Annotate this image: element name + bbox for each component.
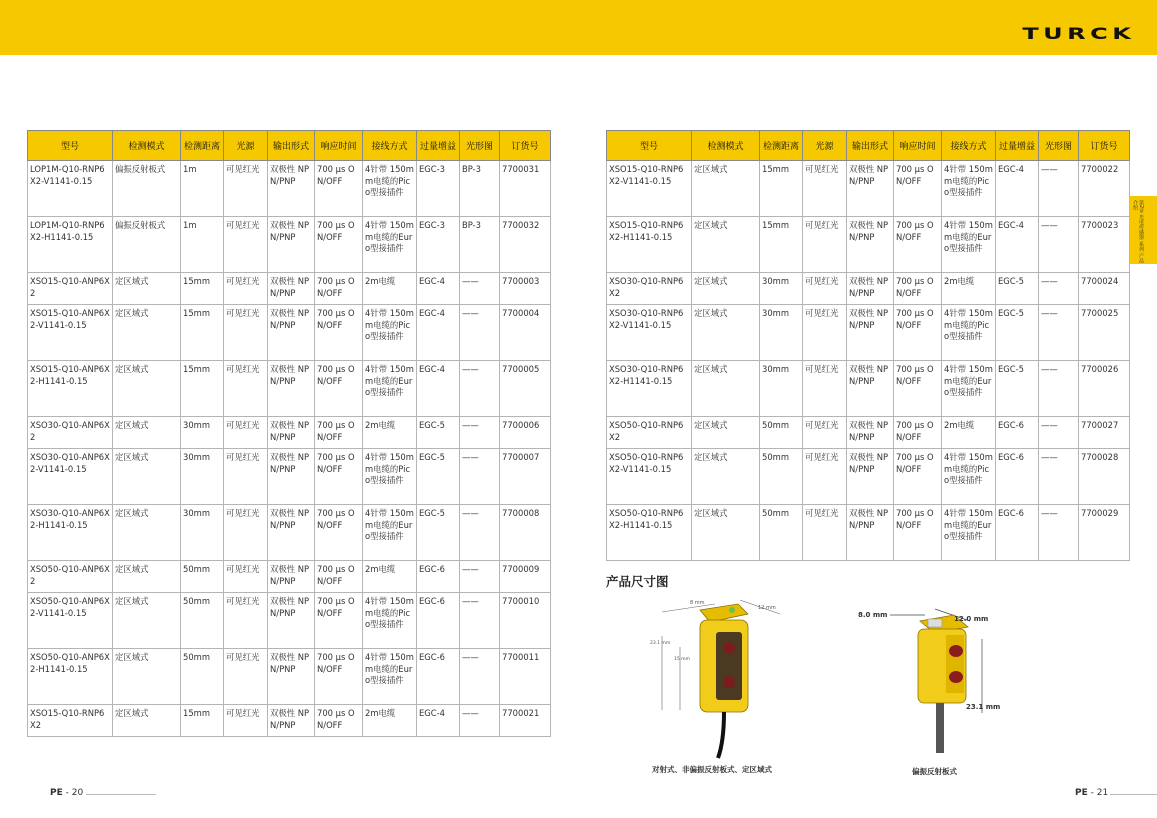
column-header: 光形图	[460, 131, 500, 161]
column-header: 型号	[607, 131, 692, 161]
order-number-cell: 7700025	[1079, 305, 1130, 361]
response-time-cell: 700 μs ON/OFF	[315, 273, 363, 305]
beam-pattern-cell: ——	[1039, 161, 1079, 217]
beam-pattern-cell: ——	[460, 561, 500, 593]
model-cell: XSO50-Q10-RNP6X2-H1141-0.15	[607, 505, 692, 561]
distance-cell: 1m	[181, 217, 224, 273]
beam-pattern-cell: ——	[460, 273, 500, 305]
model-cell: XSO15-Q10-ANP6X2-V1141-0.15	[28, 305, 113, 361]
beam-pattern-cell: ——	[1039, 217, 1079, 273]
response-time-cell: 700 μs ON/OFF	[315, 305, 363, 361]
beam-pattern-cell: ——	[460, 361, 500, 417]
column-header: 订货号	[500, 131, 551, 161]
distance-cell: 15mm	[760, 161, 803, 217]
wiring-cell: 4针带 150mm电缆的Euro型接插件	[942, 217, 996, 273]
response-time-cell: 700 μs ON/OFF	[894, 161, 942, 217]
output-cell: 双极性 NPN/PNP	[268, 649, 315, 705]
table-row	[28, 561, 551, 593]
model-cell: XSO15-Q10-ANP6X2	[28, 273, 113, 305]
distance-cell: 15mm	[181, 305, 224, 361]
page-num: 20	[71, 788, 84, 798]
response-time-cell: 700 μs ON/OFF	[315, 505, 363, 561]
model-cell: XSO50-Q10-ANP6X2-V1141-0.15	[28, 593, 113, 649]
mode-cell: 定区域式	[113, 273, 181, 305]
output-cell: 双极性 NPN/PNP	[847, 361, 894, 417]
beam-pattern-cell: BP-3	[460, 217, 500, 273]
mode-cell: 定区域式	[113, 593, 181, 649]
light-source-cell: 可见红光	[224, 273, 268, 305]
distance-cell: 30mm	[760, 361, 803, 417]
response-time-cell: 700 μs ON/OFF	[894, 361, 942, 417]
table-row	[607, 217, 1130, 273]
excess-gain-cell: EGC-5	[417, 505, 460, 561]
response-time-cell: 700 μs ON/OFF	[894, 305, 942, 361]
mode-cell: 定区域式	[692, 217, 760, 273]
excess-gain-cell: EGC-6	[417, 561, 460, 593]
order-number-cell: 7700031	[500, 161, 551, 217]
column-header: 订货号	[1079, 131, 1130, 161]
model-cell: XSO30-Q10-ANP6X2	[28, 417, 113, 449]
response-time-cell: 700 μs ON/OFF	[315, 161, 363, 217]
response-time-cell: 700 μs ON/OFF	[315, 449, 363, 505]
order-number-cell: 7700003	[500, 273, 551, 305]
response-time-cell: 700 μs ON/OFF	[894, 449, 942, 505]
page-prefix: PE	[50, 788, 63, 798]
distance-cell: 50mm	[181, 561, 224, 593]
distance-cell: 1m	[181, 161, 224, 217]
mode-cell: 定区域式	[692, 305, 760, 361]
order-number-cell: 7700010	[500, 593, 551, 649]
wiring-cell: 4针带 150mm电缆的Euro型接插件	[363, 505, 417, 561]
excess-gain-cell: EGC-5	[996, 273, 1039, 305]
beam-pattern-cell: ——	[460, 505, 500, 561]
output-cell: 双极性 NPN/PNP	[268, 273, 315, 305]
distance-cell: 50mm	[760, 417, 803, 449]
table-row	[28, 361, 551, 417]
wiring-cell: 4针带 150mm电缆的Pico型接插件	[363, 161, 417, 217]
output-cell: 双极性 NPN/PNP	[268, 705, 315, 737]
distance-cell: 30mm	[181, 449, 224, 505]
column-header: 检测距离	[181, 131, 224, 161]
response-time-cell: 700 μs ON/OFF	[894, 273, 942, 305]
order-number-cell: 7700029	[1079, 505, 1130, 561]
light-source-cell: 可见红光	[803, 273, 847, 305]
excess-gain-cell: EGC-4	[417, 361, 460, 417]
output-cell: 双极性 NPN/PNP	[268, 449, 315, 505]
distance-cell: 30mm	[760, 305, 803, 361]
excess-gain-cell: EGC-5	[996, 361, 1039, 417]
light-source-cell: 可见红光	[803, 505, 847, 561]
beam-pattern-cell: ——	[460, 593, 500, 649]
excess-gain-cell: EGC-5	[417, 449, 460, 505]
output-cell: 双极性 NPN/PNP	[268, 561, 315, 593]
column-header: 型号	[28, 131, 113, 161]
excess-gain-cell: EGC-6	[996, 505, 1039, 561]
excess-gain-cell: EGC-6	[996, 417, 1039, 449]
table-row	[28, 505, 551, 561]
wiring-cell: 4针带 150mm电缆的Pico型接插件	[942, 161, 996, 217]
output-cell: 双极性 NPN/PNP	[847, 161, 894, 217]
order-number-cell: 7700032	[500, 217, 551, 273]
beam-pattern-cell: ——	[460, 417, 500, 449]
mode-cell: 定区域式	[692, 417, 760, 449]
table-header-row	[28, 131, 551, 161]
output-cell: 双极性 NPN/PNP	[847, 305, 894, 361]
model-cell: XSO50-Q10-ANP6X2-H1141-0.15	[28, 649, 113, 705]
column-header: 过量增益	[996, 131, 1039, 161]
mode-cell: 偏振反射板式	[113, 161, 181, 217]
table-row	[28, 593, 551, 649]
wiring-cell: 4针带 150mm电缆的Pico型接插件	[363, 593, 417, 649]
table-row	[28, 649, 551, 705]
mode-cell: 定区域式	[692, 161, 760, 217]
distance-cell: 50mm	[760, 449, 803, 505]
dims-caption-right: 偏振反射板式	[912, 767, 957, 776]
light-source-cell: 可见红光	[803, 161, 847, 217]
order-number-cell: 7700022	[1079, 161, 1130, 217]
beam-pattern-cell: ——	[1039, 361, 1079, 417]
table-row	[28, 705, 551, 737]
table-row	[607, 273, 1130, 305]
model-cell: XSO30-Q10-ANP6X2-V1141-0.15	[28, 449, 113, 505]
column-header: 光形图	[1039, 131, 1079, 161]
light-source-cell: 可见红光	[224, 561, 268, 593]
excess-gain-cell: EGC-4	[417, 705, 460, 737]
output-cell: 双极性 NPN/PNP	[847, 449, 894, 505]
header-bar	[0, 0, 1157, 55]
light-source-cell: 可见红光	[803, 217, 847, 273]
table-row	[28, 417, 551, 449]
page-num: 21	[1096, 788, 1109, 798]
light-source-cell: 可见红光	[803, 361, 847, 417]
wiring-cell: 4针带 150mm电缆的Pico型接插件	[363, 449, 417, 505]
order-number-cell: 7700024	[1079, 273, 1130, 305]
distance-cell: 30mm	[760, 273, 803, 305]
order-number-cell: 7700008	[500, 505, 551, 561]
model-cell: XSO30-Q10-RNP6X2-V1141-0.15	[607, 305, 692, 361]
mode-cell: 定区域式	[113, 705, 181, 737]
excess-gain-cell: EGC-3	[417, 217, 460, 273]
mode-cell: 定区域式	[692, 273, 760, 305]
distance-cell: 50mm	[181, 649, 224, 705]
mode-cell: 定区域式	[113, 361, 181, 417]
order-number-cell: 7700007	[500, 449, 551, 505]
light-source-cell: 可见红光	[224, 305, 268, 361]
order-number-cell: 7700026	[1079, 361, 1130, 417]
column-header: 光源	[224, 131, 268, 161]
distance-cell: 50mm	[181, 593, 224, 649]
excess-gain-cell: EGC-4	[996, 161, 1039, 217]
mode-cell: 定区域式	[113, 505, 181, 561]
model-cell: XSO15-Q10-RNP6X2-V1141-0.15	[607, 161, 692, 217]
model-cell: XSO50-Q10-ANP6X2	[28, 561, 113, 593]
page-prefix: PE	[1075, 788, 1088, 798]
mode-cell: 定区域式	[692, 449, 760, 505]
light-source-cell: 可见红光	[803, 449, 847, 505]
wiring-cell: 4针带 150mm电缆的Pico型接插件	[942, 305, 996, 361]
column-header: 输出形式	[847, 131, 894, 161]
excess-gain-cell: EGC-6	[996, 449, 1039, 505]
table-row	[28, 217, 551, 273]
model-cell: XSO15-Q10-RNP6X2	[28, 705, 113, 737]
brand-logo: TURCK	[1021, 24, 1135, 43]
dim-label-left-2: 23.1 mm	[650, 641, 671, 646]
output-cell: 双极性 NPN/PNP	[268, 305, 315, 361]
output-cell: 双极性 NPN/PNP	[847, 217, 894, 273]
light-source-cell: 可见红光	[224, 505, 268, 561]
response-time-cell: 700 μs ON/OFF	[315, 561, 363, 593]
model-cell: XSO50-Q10-RNP6X2	[607, 417, 692, 449]
dim-label-left-3: 15 mm	[674, 657, 690, 662]
distance-cell: 15mm	[181, 273, 224, 305]
mode-cell: 定区域式	[113, 417, 181, 449]
light-source-cell: 可见红光	[224, 449, 268, 505]
excess-gain-cell: EGC-6	[417, 649, 460, 705]
column-header: 接线方式	[363, 131, 417, 161]
output-cell: 双极性 NPN/PNP	[847, 417, 894, 449]
column-header: 响应时间	[315, 131, 363, 161]
beam-pattern-cell: ——	[1039, 305, 1079, 361]
excess-gain-cell: EGC-4	[996, 217, 1039, 273]
sensor-drawing-right	[850, 585, 1000, 755]
response-time-cell: 700 μs ON/OFF	[894, 417, 942, 449]
response-time-cell: 700 μs ON/OFF	[315, 417, 363, 449]
light-source-cell: 可见红光	[803, 417, 847, 449]
column-header: 光源	[803, 131, 847, 161]
response-time-cell: 700 μs ON/OFF	[315, 361, 363, 417]
model-cell: LOP1M-Q10-RNP6X2-H1141-0.15	[28, 217, 113, 273]
page-number-right: PE - 21	[1075, 788, 1109, 798]
output-cell: 双极性 NPN/PNP	[268, 505, 315, 561]
output-cell: 双极性 NPN/PNP	[268, 161, 315, 217]
model-cell: XSO30-Q10-RNP6X2-H1141-0.15	[607, 361, 692, 417]
wiring-cell: 2m电缆	[363, 273, 417, 305]
response-time-cell: 700 μs ON/OFF	[315, 593, 363, 649]
wiring-cell: 2m电缆	[363, 705, 417, 737]
table-row	[607, 417, 1130, 449]
excess-gain-cell: EGC-6	[417, 593, 460, 649]
beam-pattern-cell: ——	[1039, 417, 1079, 449]
wiring-cell: 4针带 150mm电缆的Euro型接插件	[363, 217, 417, 273]
table-row	[607, 305, 1130, 361]
sensor-drawing-left	[640, 592, 800, 760]
model-cell: XSO50-Q10-RNP6X2-V1141-0.15	[607, 449, 692, 505]
beam-pattern-cell: ——	[1039, 449, 1079, 505]
model-cell: XSO15-Q10-RNP6X2-H1141-0.15	[607, 217, 692, 273]
mode-cell: 偏振反射板式	[113, 217, 181, 273]
dim-label-right-0: 8.0 mm	[858, 611, 888, 619]
table-row	[607, 449, 1130, 505]
table-row	[28, 161, 551, 217]
output-cell: 双极性 NPN/PNP	[847, 273, 894, 305]
light-source-cell: 可见红光	[224, 705, 268, 737]
distance-cell: 30mm	[181, 505, 224, 561]
beam-pattern-cell: ——	[460, 705, 500, 737]
table-row	[28, 273, 551, 305]
mode-cell: 定区域式	[113, 449, 181, 505]
order-number-cell: 7700028	[1079, 449, 1130, 505]
beam-pattern-cell: ——	[460, 449, 500, 505]
footer-rule-left	[86, 794, 156, 795]
beam-pattern-cell: ——	[460, 305, 500, 361]
table-header-row	[607, 131, 1130, 161]
wiring-cell: 4针带 150mm电缆的Pico型接插件	[363, 305, 417, 361]
spec-table-right	[606, 130, 1130, 561]
beam-pattern-cell: BP-3	[460, 161, 500, 217]
output-cell: 双极性 NPN/PNP	[268, 217, 315, 273]
light-source-cell: 可见红光	[224, 593, 268, 649]
excess-gain-cell: EGC-5	[417, 417, 460, 449]
chapter-side-tab	[1130, 196, 1157, 264]
spec-table-left	[27, 130, 551, 737]
dims-caption-left: 对射式、非偏振反射板式、定区域式	[652, 765, 772, 774]
distance-cell: 15mm	[760, 217, 803, 273]
column-header: 响应时间	[894, 131, 942, 161]
wiring-cell: 4针带 150mm电缆的Euro型接插件	[942, 361, 996, 417]
table-row	[28, 305, 551, 361]
response-time-cell: 700 μs ON/OFF	[315, 217, 363, 273]
wiring-cell: 2m电缆	[363, 561, 417, 593]
response-time-cell: 700 μs ON/OFF	[315, 649, 363, 705]
response-time-cell: 700 μs ON/OFF	[315, 705, 363, 737]
distance-cell: 15mm	[181, 705, 224, 737]
light-source-cell: 可见红光	[803, 305, 847, 361]
dimensions-title: 产品尺寸图	[606, 574, 669, 589]
light-source-cell: 可见红光	[224, 161, 268, 217]
beam-pattern-cell: ——	[1039, 505, 1079, 561]
wiring-cell: 2m电缆	[942, 417, 996, 449]
light-source-cell: 可见红光	[224, 649, 268, 705]
output-cell: 双极性 NPN/PNP	[268, 417, 315, 449]
footer-rule-right	[1110, 794, 1157, 795]
wiring-cell: 4针带 150mm电缆的Euro型接插件	[363, 649, 417, 705]
mode-cell: 定区域式	[113, 561, 181, 593]
output-cell: 双极性 NPN/PNP	[268, 593, 315, 649]
wiring-cell: 4针带 150mm电缆的Pico型接插件	[942, 449, 996, 505]
output-cell: 双极性 NPN/PNP	[847, 505, 894, 561]
distance-cell: 30mm	[181, 417, 224, 449]
order-number-cell: 7700004	[500, 305, 551, 361]
order-number-cell: 7700006	[500, 417, 551, 449]
column-header: 输出形式	[268, 131, 315, 161]
order-number-cell: 7700023	[1079, 217, 1130, 273]
model-cell: XSO30-Q10-RNP6X2	[607, 273, 692, 305]
table-row	[607, 505, 1130, 561]
distance-cell: 50mm	[760, 505, 803, 561]
excess-gain-cell: EGC-3	[417, 161, 460, 217]
light-source-cell: 可见红光	[224, 361, 268, 417]
table-row	[607, 161, 1130, 217]
mode-cell: 定区域式	[692, 505, 760, 561]
model-cell: XSO15-Q10-ANP6X2-H1141-0.15	[28, 361, 113, 417]
column-header: 检测模式	[692, 131, 760, 161]
wiring-cell: 2m电缆	[363, 417, 417, 449]
order-number-cell: 7700005	[500, 361, 551, 417]
distance-cell: 15mm	[181, 361, 224, 417]
table-row	[28, 449, 551, 505]
column-header: 接线方式	[942, 131, 996, 161]
dim-label-left-0: 8 mm	[690, 600, 705, 606]
excess-gain-cell: EGC-4	[417, 305, 460, 361]
beam-pattern-cell: ——	[460, 649, 500, 705]
column-header: 检测距离	[760, 131, 803, 161]
excess-gain-cell: EGC-4	[417, 273, 460, 305]
dim-label-right-1: 12.0 mm	[954, 615, 989, 623]
column-header: 过量增益	[417, 131, 460, 161]
excess-gain-cell: EGC-5	[996, 305, 1039, 361]
dim-label-left-1: 12 mm	[758, 605, 776, 611]
wiring-cell: 4针带 150mm电缆的Euro型接插件	[363, 361, 417, 417]
light-source-cell: 可见红光	[224, 417, 268, 449]
side-tab-label: 第2章 光电传感器 系列 产品介绍	[1132, 200, 1144, 263]
light-source-cell: 可见红光	[224, 217, 268, 273]
response-time-cell: 700 μs ON/OFF	[894, 505, 942, 561]
order-number-cell: 7700011	[500, 649, 551, 705]
table-row	[607, 361, 1130, 417]
output-cell: 双极性 NPN/PNP	[268, 361, 315, 417]
mode-cell: 定区域式	[113, 305, 181, 361]
mode-cell: 定区域式	[692, 361, 760, 417]
wiring-cell: 2m电缆	[942, 273, 996, 305]
mode-cell: 定区域式	[113, 649, 181, 705]
dim-label-right-2: 23.1 mm	[966, 703, 1000, 711]
order-number-cell: 7700021	[500, 705, 551, 737]
wiring-cell: 4针带 150mm电缆的Euro型接插件	[942, 505, 996, 561]
order-number-cell: 7700027	[1079, 417, 1130, 449]
order-number-cell: 7700009	[500, 561, 551, 593]
model-cell: LOP1M-Q10-RNP6X2-V1141-0.15	[28, 161, 113, 217]
response-time-cell: 700 μs ON/OFF	[894, 217, 942, 273]
page-number-left: PE - 20	[50, 788, 84, 798]
beam-pattern-cell: ——	[1039, 273, 1079, 305]
model-cell: XSO30-Q10-ANP6X2-H1141-0.15	[28, 505, 113, 561]
column-header: 检测模式	[113, 131, 181, 161]
